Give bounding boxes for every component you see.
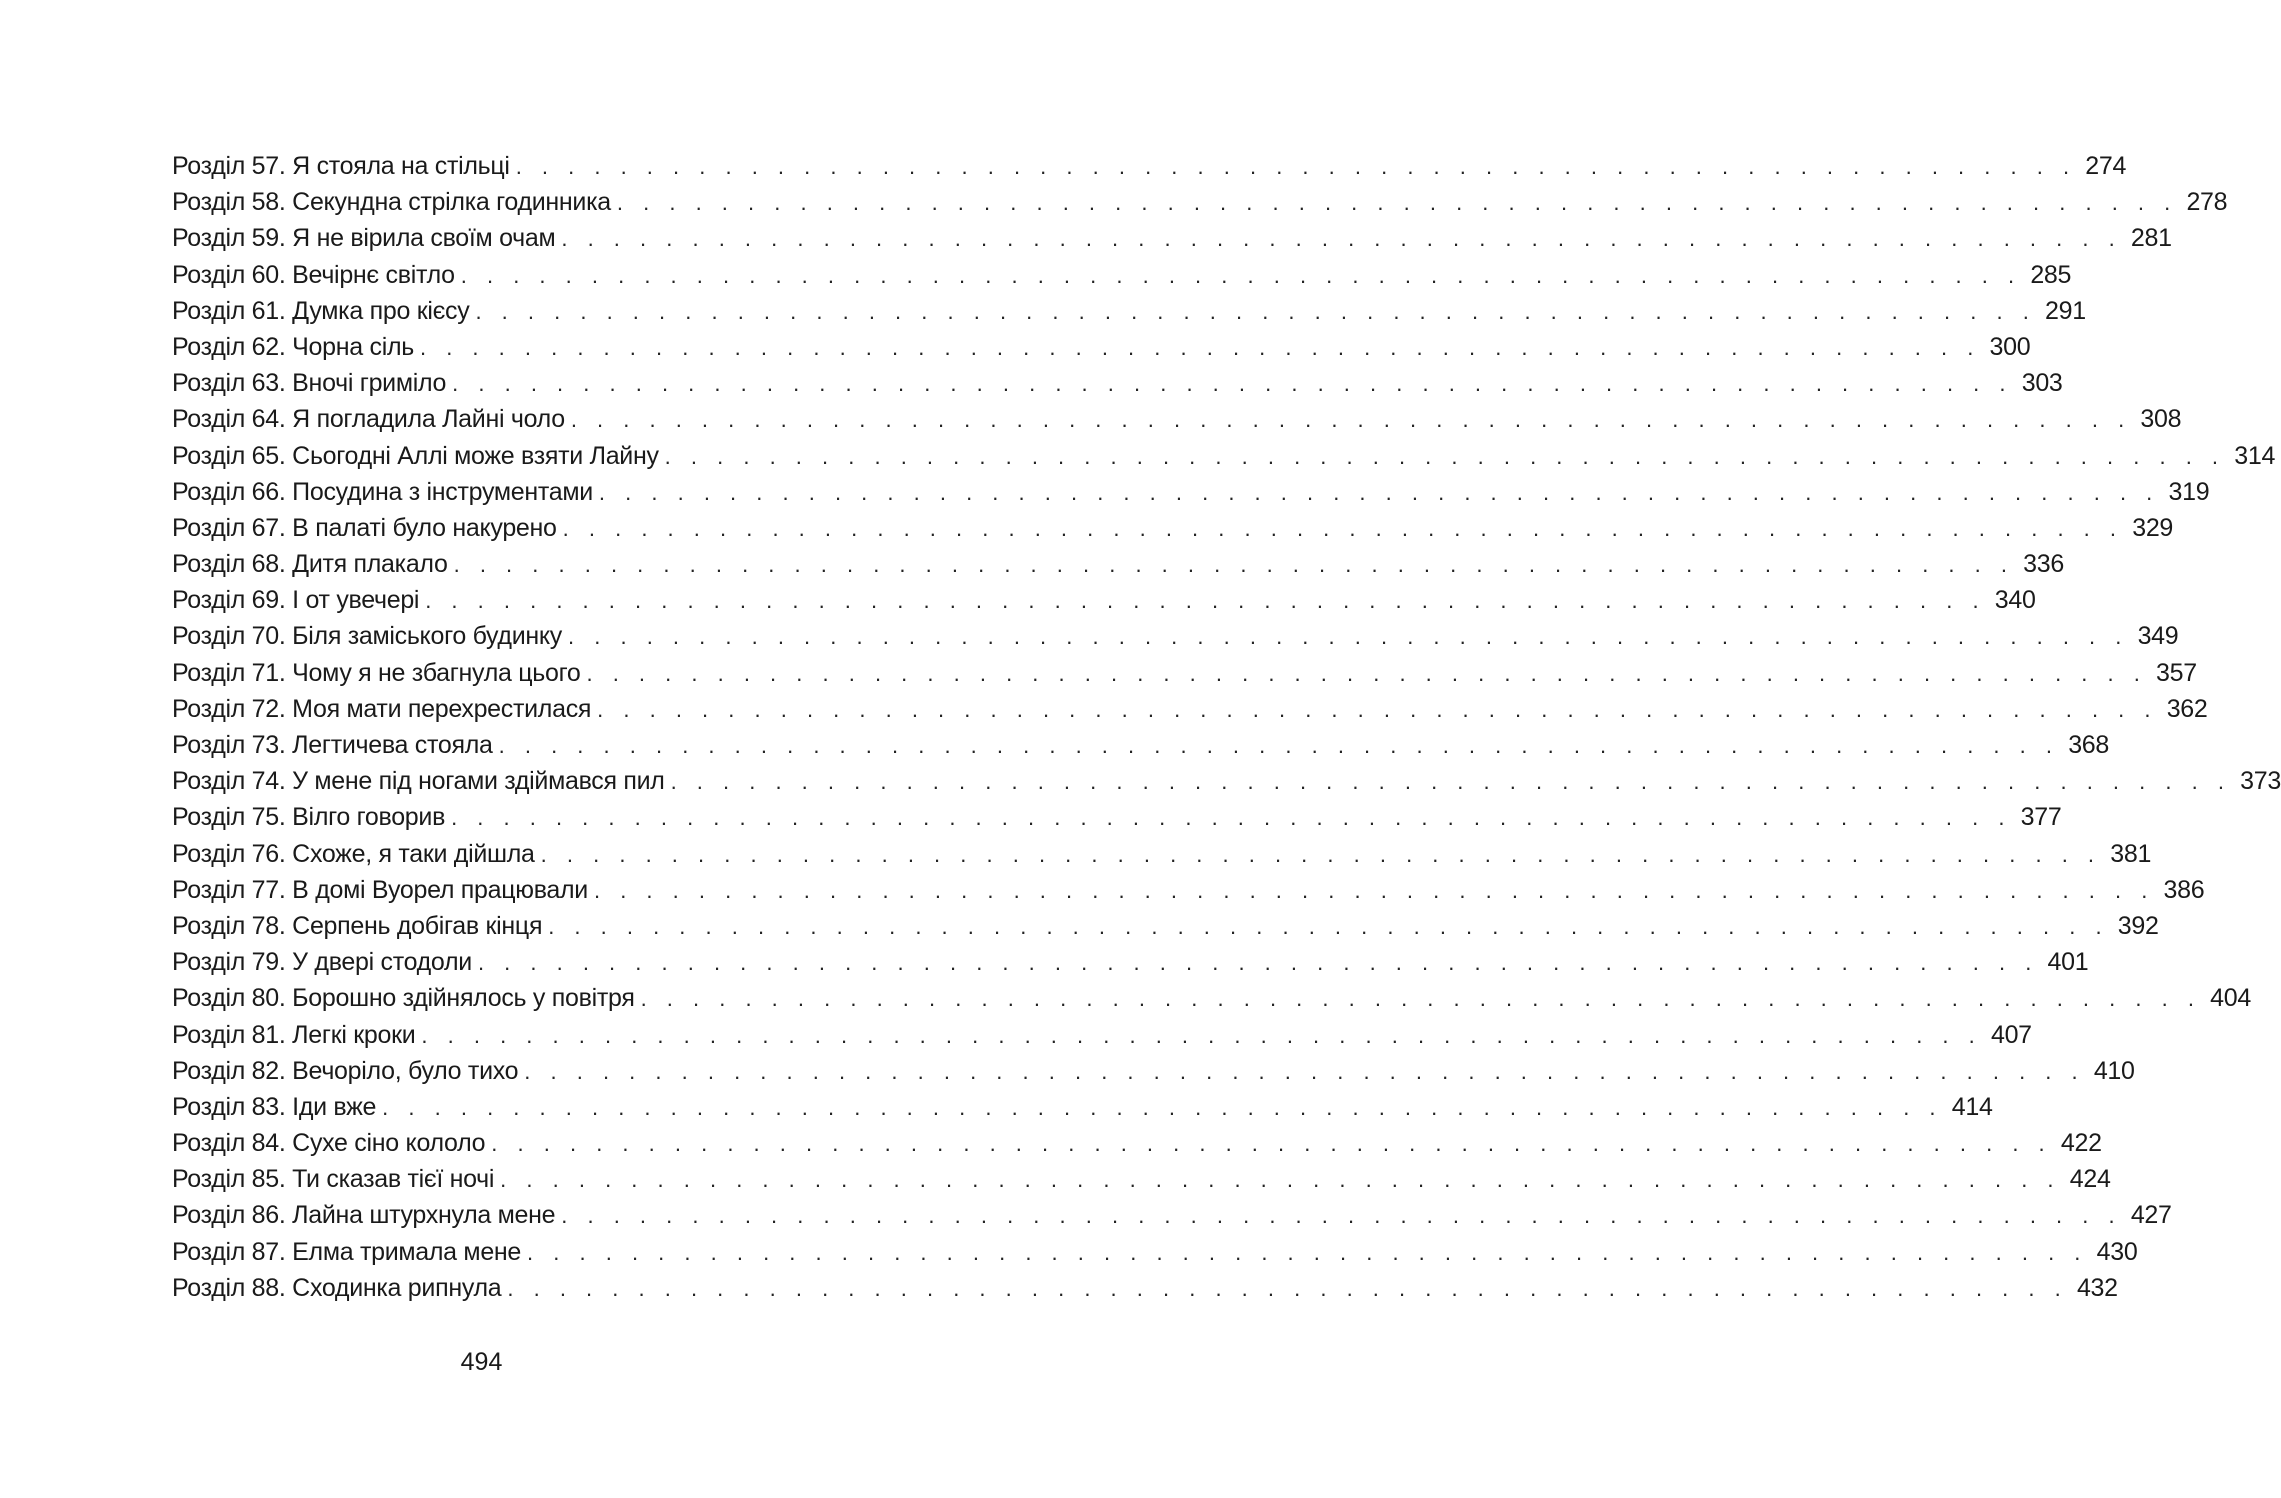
toc-entry-title: Розділ 85. Ти сказав тієї ночі: [172, 1165, 495, 1194]
toc-entry-page: 336: [2023, 550, 2064, 579]
toc-entry-title: Розділ 57. Я стояла на стільці: [172, 152, 510, 180]
dot-leader: . . . . . . . . . . . . . . . . . . . . . . . . . . . . . . . . . . . . . . . . . . . . . . . . . . . . . . . . . . . .: [421, 1022, 1982, 1048]
toc-entry-title: Розділ 73. Легтичева стояла: [172, 731, 493, 759]
toc-entry-page: 392: [2117, 911, 2159, 940]
dot-leader: . . . . . . . . . . . . . . . . . . . . . . . . . . . . . . . . . . . . . . . . . . . . . . . . . . . . . . . . . . . .: [670, 769, 2231, 795]
toc-entry-title: Розділ 82. Вечоріло, було тихо: [172, 1056, 519, 1085]
toc-entry: [172, 546, 2064, 582]
toc-entry-page: 362: [2166, 694, 2208, 723]
dot-leader: . . . . . . . . . . . . . . . . . . . . . . . . . . . . . . . . . . . . . . . . . . . . . . . . . . . . . . . . . . . .: [500, 1167, 2061, 1193]
toc-entry-title: Розділ 59. Я не вірила своїм очам: [172, 224, 556, 253]
dot-leader: . . . . . . . . . . . . . . . . . . . . . . . . . . . . . . . . . . . . . . . . . . . . . . . . . . . . . . . . . . . .: [491, 1131, 2052, 1157]
toc-entry-page: 401: [2047, 948, 2089, 977]
toc-entry-page: 278: [2186, 188, 2228, 217]
toc-entry-title: Розділ 71. Чому я не збагнула цього: [172, 658, 581, 687]
toc-entry: [172, 582, 2036, 618]
toc-entry: [172, 1234, 2138, 1270]
toc-entry: [172, 763, 2281, 799]
toc-entry: [172, 257, 2072, 293]
toc-entry: [172, 944, 2089, 980]
toc-entry: [172, 799, 2062, 835]
toc-entry: [172, 1161, 2111, 1197]
toc-entry: [172, 618, 2179, 654]
toc-entry: [172, 1125, 2102, 1161]
dot-leader: . . . . . . . . . . . . . . . . . . . . . . . . . . . . . . . . . . . . . . . . . . . . . . . . . . . . . . . . . . . .: [597, 696, 2158, 722]
toc-entry-title: Розділ 76. Схоже, я таки дійшла: [172, 839, 535, 868]
toc-entry-page: 410: [2093, 1056, 2135, 1085]
dot-leader: . . . . . . . . . . . . . . . . . . . . . . . . . . . . . . . . . . . . . . . . . . . . . . . . . . . . . . . . . . . .: [593, 877, 2155, 903]
toc-entry-page: 314: [2234, 441, 2276, 470]
dot-leader: . . . . . . . . . . . . . . . . . . . . . . . . . . . . . . . . . . . . . . . . . . . . . . . . . . . . . . . . . . . .: [524, 1058, 2085, 1084]
toc-entry-title: Розділ 66. Посудина з інструментами: [172, 477, 593, 506]
toc-entry: [172, 1197, 2172, 1233]
toc-entry-page: 329: [2132, 513, 2174, 542]
toc-entry: [172, 908, 2159, 944]
toc-entry-page: 404: [2210, 984, 2251, 1013]
toc-entry-title: Розділ 87. Елма тримала мене: [172, 1237, 522, 1266]
toc-entry-page: 422: [2060, 1129, 2102, 1158]
toc-entry: [172, 401, 2182, 437]
toc-entry-title: Розділ 84. Сухе сіно кололо: [172, 1129, 486, 1158]
toc-entry-title: Розділ 83. Іди вже: [172, 1092, 377, 1121]
toc-entry-page: 281: [2130, 224, 2172, 253]
toc-entry-page: 381: [2110, 839, 2152, 868]
dot-leader: . . . . . . . . . . . . . . . . . . . . . . . . . . . . . . . . . . . . . . . . . . . . . . . . . . . . . . . . . . . .: [540, 841, 2102, 867]
dot-leader: . . . . . . . . . . . . . . . . . . . . . . . . . . . . . . . . . . . . . . . . . . . . . . . . . . . . . . . . . . . .: [425, 588, 1986, 614]
toc-entry: [172, 727, 2109, 763]
toc-entry-page: 285: [2030, 260, 2072, 289]
toc-entry-title: Розділ 70. Біля заміського будинку: [172, 622, 563, 651]
toc-entry-title: Розділ 72. Моя мати перехрестилася: [172, 694, 592, 723]
toc-entry: [172, 1270, 2118, 1306]
toc-entry: [172, 329, 2031, 365]
dot-leader: . . . . . . . . . . . . . . . . . . . . . . . . . . . . . . . . . . . . . . . . . . . . . . . . . . . . . . . . . . . .: [586, 660, 2147, 686]
toc-entry-title: Розділ 86. Лайна штурхнула мене: [172, 1201, 556, 1230]
dot-leader: . . . . . . . . . . . . . . . . . . . . . . . . . . . . . . . . . . . . . . . . . . . . . . . . . . . . . . . . . . . .: [548, 913, 2109, 939]
toc-entry-page: 340: [1994, 586, 2036, 615]
toc-entry: [172, 474, 2210, 510]
dot-leader: . . . . . . . . . . . . . . . . . . . . . . . . . . . . . . . . . . . . . . . . . . . . . . . . . . . . . . . . . . . .: [568, 624, 2129, 650]
toc-entry-title: Розділ 63. Вночі гриміло: [172, 369, 447, 398]
toc-entry-title: Розділ 68. Дитя плакало: [172, 550, 448, 579]
toc-entry-title: Розділ 69. І от увечері: [172, 586, 420, 615]
toc-entry-page: 373: [2240, 767, 2281, 796]
dot-leader: . . . . . . . . . . . . . . . . . . . . . . . . . . . . . . . . . . . . . . . . . . . . . . . . . . . . . . . . . . . .: [453, 552, 2014, 578]
toc-entry-title: Розділ 78. Серпень добігав кінця: [172, 911, 543, 940]
dot-leader: . . . . . . . . . . . . . . . . . . . . . . . . . . . . . . . . . . . . . . . . . . . . . . . . . . . . . . . . . . . .: [451, 805, 2012, 831]
toc-entry-title: Розділ 80. Борошно здійнялось у повітря: [172, 984, 635, 1013]
toc-entry: [172, 980, 2251, 1016]
dot-leader: . . . . . . . . . . . . . . . . . . . . . . . . . . . . . . . . . . . . . . . . . . . . . . . . . . . . . . . . . . . .: [452, 371, 2013, 397]
toc-entry-page: 424: [2069, 1165, 2111, 1194]
toc-entry-page: 377: [2020, 803, 2062, 832]
dot-leader: . . . . . . . . . . . . . . . . . . . . . . . . . . . . . . . . . . . . . . . . . . . . . . . . . . . . . . . . . . . .: [561, 1203, 2122, 1229]
toc-entry: [172, 510, 2174, 546]
toc-entry: [172, 293, 2086, 329]
toc-entry: [172, 872, 2205, 908]
toc-entry-page: 303: [2021, 369, 2063, 398]
toc-entry-title: Розділ 61. Думка про кієсу: [172, 296, 470, 325]
dot-leader: . . . . . . . . . . . . . . . . . . . . . . . . . . . . . . . . . . . . . . . . . . . . . . . . . . . . . . . . . . . .: [527, 1239, 2088, 1265]
toc-entry-page: 386: [2163, 875, 2205, 904]
toc-entry-title: Розділ 77. В домі Вуорел працювали: [172, 875, 588, 904]
dot-leader: . . . . . . . . . . . . . . . . . . . . . . . . . . . . . . . . . . . . . . . . . . . . . . . . . . . . . . . . . . . .: [561, 226, 2122, 252]
dot-leader: . . . . . . . . . . . . . . . . . . . . . . . . . . . . . . . . . . . . . . . . . . . . . . . . . . . . . . . . . . . .: [475, 298, 2036, 324]
toc-entry-page: 291: [2045, 296, 2086, 325]
dot-leader: . . . . . . . . . . . . . . . . . . . . . . . . . . . . . . . . . . . . . . . . . . . . . . . . . . . . . . . . . . . .: [616, 190, 2178, 216]
dot-leader: . . . . . . . . . . . . . . . . . . . . . . . . . . . . . . . . . . . . . . . . . . . . . . . . . . . . . . . . . . . .: [460, 262, 2022, 288]
toc-entry: [172, 148, 2127, 184]
toc-entry-page: 430: [2096, 1237, 2138, 1266]
toc-entry: [172, 184, 2228, 220]
toc-entry-page: 427: [2130, 1201, 2172, 1230]
toc-entry: [172, 691, 2208, 727]
table-of-contents: [172, 148, 2281, 1306]
toc-entry-title: Розділ 67. В палаті було накурено: [172, 513, 557, 542]
page-number: 494: [460, 1348, 503, 1376]
toc-entry: [172, 365, 2063, 401]
toc-entry: [172, 438, 2276, 474]
toc-entry-page: 274: [2085, 152, 2127, 180]
toc-entry-title: Розділ 88. Сходинка рипнула: [172, 1273, 502, 1302]
toc-entry-page: 368: [2068, 731, 2109, 759]
dot-leader: . . . . . . . . . . . . . . . . . . . . . . . . . . . . . . . . . . . . . . . . . . . . . . . . . . . . . . . . . . . .: [640, 986, 2201, 1012]
toc-entry-page: 414: [1951, 1092, 1993, 1121]
toc-entry-title: Розділ 64. Я погладила Лайні чоло: [172, 405, 565, 434]
toc-entry-page: 319: [2168, 477, 2210, 506]
dot-leader: . . . . . . . . . . . . . . . . . . . . . . . . . . . . . . . . . . . . . . . . . . . . . . . . . . . . . . . . . . . .: [507, 1275, 2068, 1301]
toc-entry-title: Розділ 75. Вілго говорив: [172, 803, 446, 832]
toc-entry-title: Розділ 62. Чорна сіль: [172, 332, 414, 361]
toc-entry-page: 308: [2140, 405, 2182, 434]
toc-entry-title: Розділ 65. Сьогодні Аллі може взяти Лайну: [172, 441, 659, 470]
toc-entry-title: Розділ 81. Легкі кроки: [172, 1020, 416, 1049]
dot-leader: . . . . . . . . . . . . . . . . . . . . . . . . . . . . . . . . . . . . . . . . . . . . . . . . . . . . . . . . . . . .: [498, 733, 2059, 758]
toc-entry: [172, 1089, 1993, 1125]
toc-entry-page: 407: [1990, 1020, 2032, 1049]
dot-leader: . . . . . . . . . . . . . . . . . . . . . . . . . . . . . . . . . . . . . . . . . . . . . . . . . . . . . . . . . . . .: [477, 950, 2039, 976]
toc-entry: [172, 836, 2152, 872]
toc-entry-title: Розділ 60. Вечірнє світло: [172, 260, 455, 289]
dot-leader: . . . . . . . . . . . . . . . . . . . . . . . . . . . . . . . . . . . . . . . . . . . . . . . . . . . . . . . . . . . .: [562, 515, 2124, 541]
toc-entry-page: 349: [2137, 622, 2179, 651]
dot-leader: . . . . . . . . . . . . . . . . . . . . . . . . . . . . . . . . . . . . . . . . . . . . . . . . . . . . . . . . . . . .: [598, 479, 2160, 505]
toc-entry-page: 432: [2076, 1273, 2118, 1302]
toc-entry: [172, 1017, 2032, 1053]
toc-entry-title: Розділ 79. У двері стодоли: [172, 948, 472, 977]
toc-entry-page: 300: [1989, 332, 2031, 361]
dot-leader: . . . . . . . . . . . . . . . . . . . . . . . . . . . . . . . . . . . . . . . . . . . . . . . . . . . . . . . . . . . .: [382, 1094, 1943, 1120]
dot-leader: . . . . . . . . . . . . . . . . . . . . . . . . . . . . . . . . . . . . . . . . . . . . . . . . . . . . . . . . . . . .: [419, 334, 1981, 360]
toc-entry-title: Розділ 74. У мене під ногами здіймався пил: [172, 767, 665, 796]
toc-entry-title: Розділ 58. Секундна стрілка годинника: [172, 188, 611, 217]
dot-leader: . . . . . . . . . . . . . . . . . . . . . . . . . . . . . . . . . . . . . . . . . . . . . . . . . . . . . . . . . . . .: [570, 407, 2132, 433]
toc-entry: [172, 220, 2172, 256]
toc-entry: [172, 655, 2197, 691]
dot-leader: . . . . . . . . . . . . . . . . . . . . . . . . . . . . . . . . . . . . . . . . . . . . . . . . . . . . . . . . . . . .: [664, 443, 2226, 469]
toc-entry-page: 357: [2156, 658, 2197, 687]
dot-leader: . . . . . . . . . . . . . . . . . . . . . . . . . . . . . . . . . . . . . . . . . . . . . . . . . . . . . . . . . . . .: [515, 154, 2077, 179]
toc-entry: [172, 1053, 2135, 1089]
